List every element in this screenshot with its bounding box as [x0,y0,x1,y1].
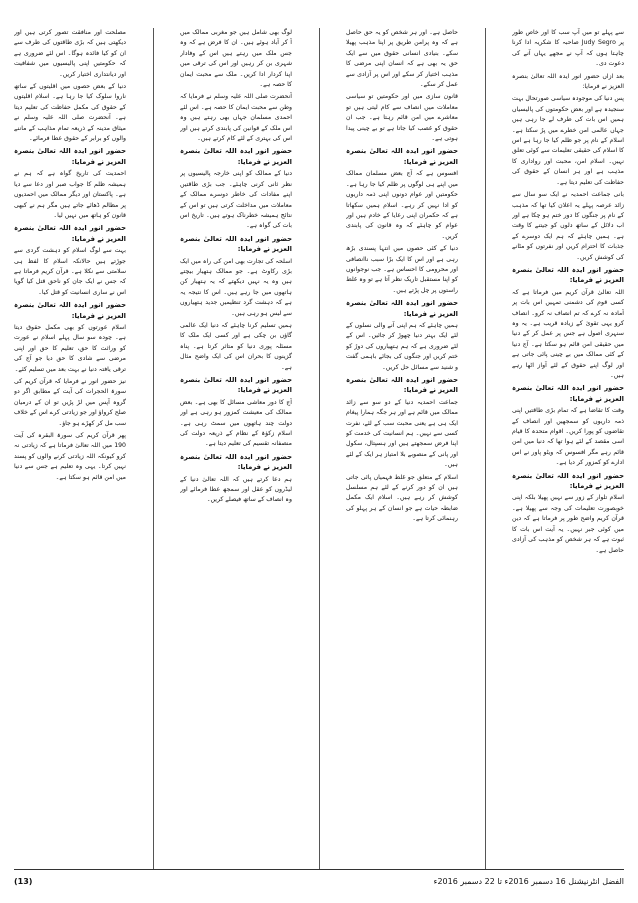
paragraph: احمدیت کی تاریخ گواہ ہے کہ ہم نے ہمیشہ ظلم کا جواب صبر اور دعا سے دیا ہے۔ پاکستان اور دیگر ممالک میں احمدیوں پر مظالم ڈھائے جاتے ہیں مگر ہم نے کبھی قانون کو ہاتھ میں نہیں لیا۔ [14,170,126,219]
section-heading: حضور انور ایدہ اللہ تعالیٰ بنصرہ العزیز نے فرمایا: [14,147,126,166]
paragraph: ہمیں تسلیم کرنا چاہئے کہ دنیا ایک عالمی گاؤں بن چکی ہے اور کسی ایک ملک کا مسئلہ پوری دنیا کو متاثر کرتا ہے۔ پناہ گزینوں کا بحران اس کی ایک واضح مثال ہے۔ [180,321,292,371]
paragraph: دنیا کے ممالک کو اپنی خارجہ پالیسیوں پر نظر ثانی کرنی چاہئے۔ جب بڑی طاقتیں اپنے مفادات کی خاطر دوسرے ممالک کے معاملات میں مداخلت کرتی ہیں تو اس کے نتائج ہمیشہ خطرناک ہوتے ہیں۔ تاریخ اس بات کی گواہ ہے۔ [180,170,292,230]
paragraph: ہم دعا کرتے ہیں کہ اللہ تعالیٰ دنیا کے لیڈروں کو عقل اور سمجھ عطا فرمائے اور وہ انصاف کے ساتھ فیصلے کریں۔ [180,475,292,504]
section-heading: حضور انور ایدہ اللہ تعالیٰ بنصرہ العزیز نے فرمایا: [180,147,292,166]
paragraph: پس دنیا کی موجودہ سیاسی صورتحال بہت سنجیدہ ہے اور بعض حکومتوں کی پالیسیاں ہمیں اس بات کی طرف لے جا رہی ہیں جہاں عالمی امن خطرے میں پڑ سکتا ہے۔ اسلام کے نام پر جو ظلم کیا جا رہا ہے اس کا اسلام کی حقیقی تعلیمات سے کوئی تعلق نہیں۔ اسلام امن، محبت اور رواداری کا مذہب ہے اور ہر انسان کے حقوق کی حفاظت کی تعلیم دیتا ہے۔ [512,95,624,186]
column-divider [485,28,486,870]
paragraph: بعد ازاں حضور انور ایدہ اللہ تعالیٰ بنصرہ العزیز نے فرمایا: [512,72,624,91]
paragraph: افسوس ہے کہ آج بعض مسلمان ممالک میں اپنے ہی لوگوں پر ظلم کیا جا رہا ہے۔ حکومتیں اور عوام دونوں اپنی ذمہ داریوں کو ادا نہیں کر رہے۔ اسلام ہمیں سکھاتا ہے کہ حکمران اپنی رعایا کے خادم ہیں اور عوام کو چاہئے کہ وہ قانون کی پابندی کریں۔ [346,170,458,240]
paragraph: جماعت احمدیہ دنیا کے دو سو سے زائد ممالک میں قائم ہے اور ہر جگہ ہمارا پیغام ایک ہی ہے یعنی محبت سب کے لئے، نفرت کسی سے نہیں۔ ہم انسانیت کی خدمت کو اپنا فرض سمجھتے ہیں اور ہسپتال، سکول اور پانی کے منصوبے بلا امتیاز ہر ایک کے لئے ہیں۔ [346,398,458,469]
section-heading: حضور انور ایدہ اللہ تعالیٰ بنصرہ العزیز نے فرمایا: [346,147,458,166]
column-2 [346,28,458,870]
paragraph: اسلام عورتوں کو بھی مکمل حقوق دیتا ہے۔ چودہ سو سال پہلے اسلام نے عورت کو وراثت کا حق، تعلیم کا حق اور اپنی مرضی سے شادی کا حق دیا جو آج کی ترقی یافتہ دنیا نے بہت بعد میں تسلیم کئے۔ [14,323,126,373]
paragraph: اسلام کے متعلق جو غلط فہمیاں پائی جاتی ہیں ان کو دور کرنے کے لئے ہم مسلسل کوشش کر رہے ہیں۔ اسلام ایک مکمل ضابطہ حیات ہے جو انسان کے ہر پہلو کی رہنمائی کرتا ہے۔ [346,473,458,523]
paragraph: نیز حضور انور نے فرمایا کہ قرآن کریم کی سورۃ الحجرات کی آیت کے مطابق اگر دو گروہ آپس میں لڑ پڑیں تو ان کے درمیان صلح کرواؤ اور جو زیادتی کرے اس کے خلاف سب مل کر کھڑے ہو جاؤ۔ [14,378,126,427]
column-1 [512,28,624,870]
paragraph: پھر قرآن کریم کی سورۃ البقرہ کی آیت 190 میں اللہ تعالیٰ فرماتا ہے کہ زیادتی نہ کرو کیونکہ اللہ زیادتی کرنے والوں کو پسند نہیں کرتا۔ یہی وہ تعلیم ہے جس سے دنیا میں امن قائم ہو سکتا ہے۔ [14,432,126,481]
section-heading: حضور انور ایدہ اللہ تعالیٰ بنصرہ العزیز نے فرمایا: [346,376,458,395]
paragraph: حاصل ہے۔ اور ہر شخص کو یہ حق حاصل ہے کہ وہ پرامن طریق پر اپنا مذہب پھیلا سکے۔ بنیادی انسانی حقوق میں سے ایک حق یہ بھی ہے کہ انسان اپنی مرضی کا مذہب اختیار کر سکے اور اس پر آزادی سے عمل کر سکے۔ [346,29,458,89]
column-4 [14,28,126,870]
paragraph: آنحضرت صلی اللہ علیہ وسلم نے فرمایا کہ وطن سے محبت ایمان کا حصہ ہے۔ اس لئے احمدی مسلمان جہاں بھی رہتے ہیں وہ اس ملک کے قوانین کی پابندی کرتے ہیں اور اس کی بہتری کے لئے کام کرتے ہیں۔ [180,93,292,143]
section-heading: حضور انور ایدہ اللہ تعالیٰ بنصرہ العزیز نے فرمایا: [14,301,126,320]
section-heading: حضور انور ایدہ اللہ تعالیٰ بنصرہ العزیز نے فرمایا: [512,471,624,491]
paragraph: دنیا کے بعض حصوں میں اقلیتوں کے ساتھ ناروا سلوک کیا جا رہا ہے۔ اسلام اقلیتوں کے حقوق کی مکمل حفاظت کی تعلیم دیتا ہے۔ آنحضرت صلی اللہ علیہ وسلم نے میثاق مدینہ کے ذریعہ تمام مذاہب کے ماننے والوں کو برابر کے حقوق عطا فرمائے۔ [14,83,126,143]
column-divider [153,28,154,870]
section-heading: حضور انور ایدہ اللہ تعالیٰ بنصرہ العزیز نے فرمایا: [180,452,292,472]
paragraph: قانون سازی میں اور حکومتیں تو سیاسی معاملات میں انصاف سے کام لیتی ہیں تو معاشرے میں امن قائم رہتا ہے۔ جب ان حقوق کو غصب کیا جاتا ہے تو بے چینی پیدا ہوتی ہے۔ [346,93,458,143]
paragraph: سے پہلے تو میں آپ سب کا اور خاص طور پر Judy Segro صاحبہ کا شکریہ ادا کرنا چاہتا ہوں کہ آپ نے مجھے یہاں آنے کی دعوت دی۔ [512,29,624,68]
paragraph: اسلحہ کی تجارت بھی امن کی راہ میں ایک بڑی رکاوٹ ہے۔ جو ممالک ہتھیار بیچتے ہیں وہ یہ نہیں دیکھتے کہ یہ ہتھیار کن ہاتھوں میں جا رہے ہیں۔ اس کا نتیجہ یہ ہے کہ دہشت گرد تنظیمیں جدید ہتھیاروں سے لیس ہو رہی ہیں۔ [180,257,292,317]
footer-divider [14,869,624,870]
paragraph: وقت کا تقاضا ہے کہ تمام بڑی طاقتیں اپنی ذمہ داریوں کو سمجھیں اور انصاف کے تقاضوں کو پورا کریں۔ اقوام متحدہ کا قیام اسی مقصد کے لئے ہوا تھا کہ دنیا میں امن قائم رہے مگر افسوس کہ ویٹو پاور نے اس ادارے کو کمزور کر دیا ہے۔ [512,407,624,467]
paragraph: اسلام تلوار کے زور سے نہیں پھیلا بلکہ اپنی خوبصورت تعلیمات کی وجہ سے پھیلا ہے۔ قرآن کریم واضح طور پر فرماتا ہے کہ دین میں کوئی جبر نہیں۔ یہ آیت اس بات کا ثبوت ہے کہ ہر شخص کو مذہب کی آزادی حاصل ہے۔ [512,494,624,554]
paragraph: ہمیں چاہئے کہ ہم اپنی آنے والی نسلوں کے لئے ایک بہتر دنیا چھوڑ کر جائیں۔ اس کے لئے ضروری ہے کہ ہم ہتھیاروں کی دوڑ کو ختم کریں اور جنگوں کی بجائے باہمی گفت و شنید سے مسائل حل کریں۔ [346,321,458,371]
section-heading: حضور انور ایدہ اللہ تعالیٰ بنصرہ العزیز نے فرمایا: [512,384,624,403]
page-footer [14,872,624,890]
section-heading: حضور انور ایدہ اللہ تعالیٰ بنصرہ العزیز نے فرمایا: [14,224,126,243]
paragraph: بہت سے لوگ اسلام کو دہشت گردی سے جوڑتے ہیں حالانکہ اسلام کا لفظ ہی سلامتی سے نکلا ہے۔ قرآن کریم فرماتا ہے کہ جس نے ایک جان کو ناحق قتل کیا گویا اس نے ساری انسانیت کو قتل کیا۔ [14,247,126,296]
paragraph: اللہ تعالیٰ قرآن کریم میں فرماتا ہے کہ کسی قوم کی دشمنی تمہیں اس بات پر آمادہ نہ کرے کہ تم انصاف نہ کرو۔ انصاف کرو یہی تقویٰ کے زیادہ قریب ہے۔ یہ وہ سنہری اصول ہے جس پر عمل کر کے دنیا میں حقیقی امن قائم ہو سکتا ہے۔ آج دنیا کے کئی ممالک میں بے چینی پائی جاتی ہے اور لوگ اپنے حقوق کے لئے آواز اٹھا رہے ہیں۔ [512,288,624,379]
section-heading: حضور انور ایدہ اللہ تعالیٰ بنصرہ العزیز نے فرمایا: [346,299,458,318]
section-heading: حضور انور ایدہ اللہ تعالیٰ بنصرہ العزیز نے فرمایا: [180,234,292,254]
column-3 [180,28,292,870]
page-number: (13) [14,876,33,886]
paragraph: دنیا کے کئی حصوں میں انتہا پسندی بڑھ رہی ہے اور اس کا ایک بڑا سبب ناانصافی اور محرومی کا احساس ہے۔ جب نوجوانوں کو اپنا مستقبل تاریک نظر آتا ہے تو وہ غلط راستوں پر چل پڑتے ہیں۔ [346,245,458,294]
section-heading: حضور انور ایدہ اللہ تعالیٰ بنصرہ العزیز نے فرمایا: [180,376,292,395]
paragraph: مصلحت اور منافقت تصور کرتی ہیں اور دیکھتی ہیں کہ بڑی طاقتوں کی طرف سے ان کو کیا فائدہ ہوگا۔ اس لئے ضروری ہے کہ حکومتیں اپنی پالیسیوں میں شفافیت اور دیانتداری اختیار کریں۔ [14,29,126,78]
footer-masthead: الفضل انٹرنیشنل 16 دسمبر 2016ء تا 22 دسمبر 2016ء [433,876,624,886]
paragraph: بانی جماعت احمدیہ نے ایک سو سال سے زائد عرصہ پہلے یہ اعلان کیا تھا کہ مذہب کے نام پر جنگوں کا دور ختم ہو چکا ہے اور اب دلائل کے ساتھ دلوں کو جیتنے کا وقت ہے۔ ہمیں چاہئے کہ ہم ایک دوسرے کے جذبات کا احترام کریں اور نفرتوں کو مٹانے کی کوشش کریں۔ [512,191,624,261]
paragraph: لوگ بھی شامل ہیں جو مغربی ممالک میں آ کر آباد ہوئے ہیں۔ ان کا فرض ہے کہ وہ جس ملک میں رہتے ہیں اس کے وفادار شہری بن کر رہیں اور اس کی ترقی میں اپنا کردار ادا کریں۔ ملک سے محبت ایمان کا حصہ ہے۔ [180,29,292,89]
paragraph: آج کا دور معاشی مسائل کا بھی ہے۔ بعض ممالک کی معیشت کمزور ہو رہی ہے اور دولت چند ہاتھوں میں سمٹ رہی ہے۔ اسلام زکوٰۃ کے نظام کے ذریعہ دولت کی منصفانہ تقسیم کی تعلیم دیتا ہے۔ [180,398,292,448]
article-columns [14,28,624,870]
section-heading: حضور انور ایدہ اللہ تعالیٰ بنصرہ العزیز نے فرمایا: [512,265,624,285]
column-divider [319,28,320,870]
